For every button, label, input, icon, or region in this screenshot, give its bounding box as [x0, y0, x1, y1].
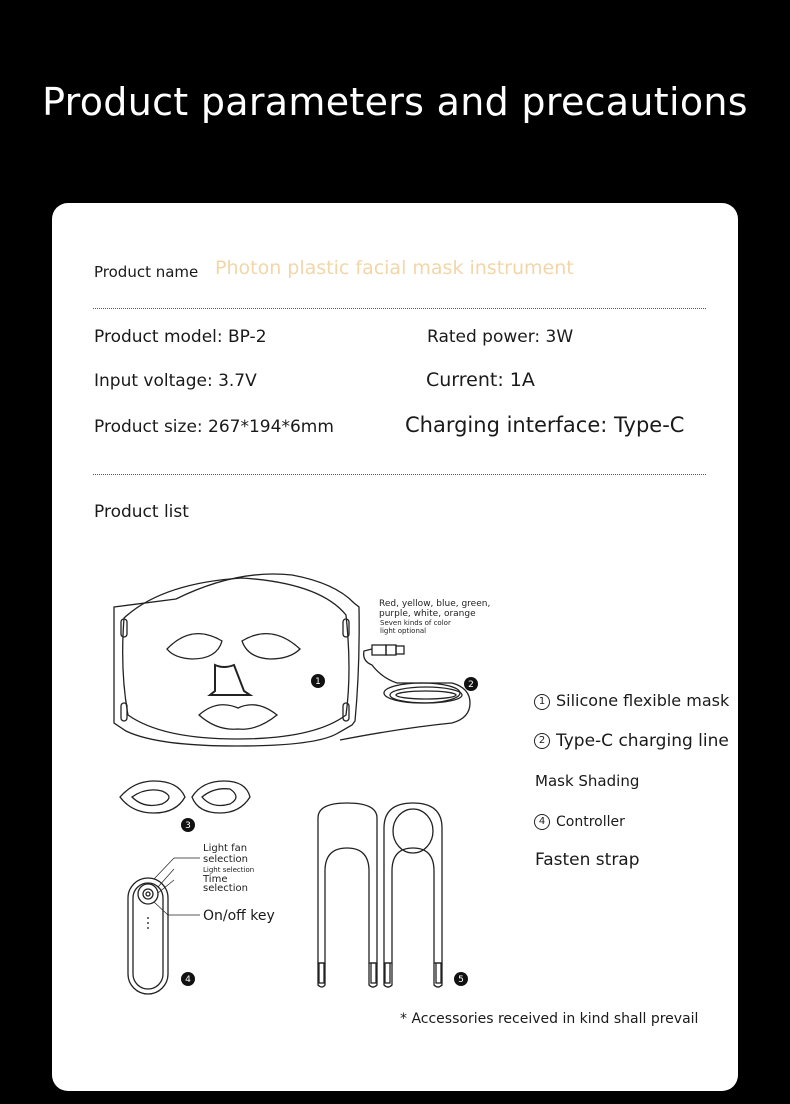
footnote: * Accessories received in kind shall prevail	[400, 1011, 699, 1027]
strap-left	[318, 803, 377, 963]
spec-model: Product model: BP-2	[94, 327, 267, 347]
spec-voltage: Input voltage: 3.7V	[94, 371, 257, 391]
eye-shade-right	[192, 781, 250, 813]
product-name-value: Photon plastic facial mask instrument	[215, 257, 574, 279]
mask-mouth	[199, 705, 277, 729]
spec-size: Product size: 267*194*6mm	[94, 417, 334, 437]
legend-num-1: 1	[534, 694, 550, 710]
controller-light-fan-line1: Light fan	[203, 843, 248, 854]
color-note-line2: purple, white, orange	[379, 609, 476, 619]
color-note-line4: light optional	[380, 627, 427, 635]
legend-item-3: Mask Shading	[535, 772, 640, 790]
parameters-card	[52, 203, 738, 1091]
controller-onoff-key: On/off key	[203, 908, 275, 924]
spec-interface: Charging interface: Type-C	[405, 413, 685, 437]
product-illustrations	[52, 203, 738, 1091]
controller-time-line1: Time	[203, 874, 228, 885]
controller-light-selection: Light selection	[203, 866, 255, 874]
legend-item-5: Fasten strap	[535, 850, 640, 870]
legend-item-2	[534, 731, 729, 751]
charging-cable	[340, 649, 470, 740]
mask-right-eye	[242, 634, 300, 659]
marker-3-label: 3	[185, 821, 191, 831]
eye-shade-left	[120, 781, 185, 813]
legend-item-1-text: Silicone flexible mask	[556, 691, 730, 710]
legend-item-4-text: Controller	[556, 814, 625, 830]
marker-5-label: 5	[458, 975, 464, 985]
legend-num-4: 4	[534, 814, 550, 830]
legend-item-2-text: Type-C charging line	[556, 731, 729, 751]
mask-left-eye	[167, 634, 222, 659]
legend-num-2: 2	[534, 733, 550, 749]
legend-item-1	[534, 691, 729, 710]
product-name-label: Product name	[94, 263, 199, 281]
mask-nose	[210, 665, 250, 695]
product-list-title: Product list	[94, 502, 189, 522]
controller-time-line2: selection	[203, 883, 248, 894]
legend-item-4	[534, 814, 625, 830]
page-title: Product parameters and precautions	[42, 80, 748, 124]
marker-4-label: 4	[185, 975, 191, 985]
color-note-line1: Red, yellow, blue, green,	[379, 599, 491, 609]
color-note-line3: Seven kinds of color	[380, 619, 451, 627]
marker-2-label: 2	[468, 680, 474, 690]
controller-light-fan-line2: selection	[203, 854, 248, 865]
spec-power: Rated power: 3W	[427, 327, 574, 347]
marker-1-label: 1	[315, 677, 321, 687]
spec-current: Current: 1A	[426, 369, 535, 391]
